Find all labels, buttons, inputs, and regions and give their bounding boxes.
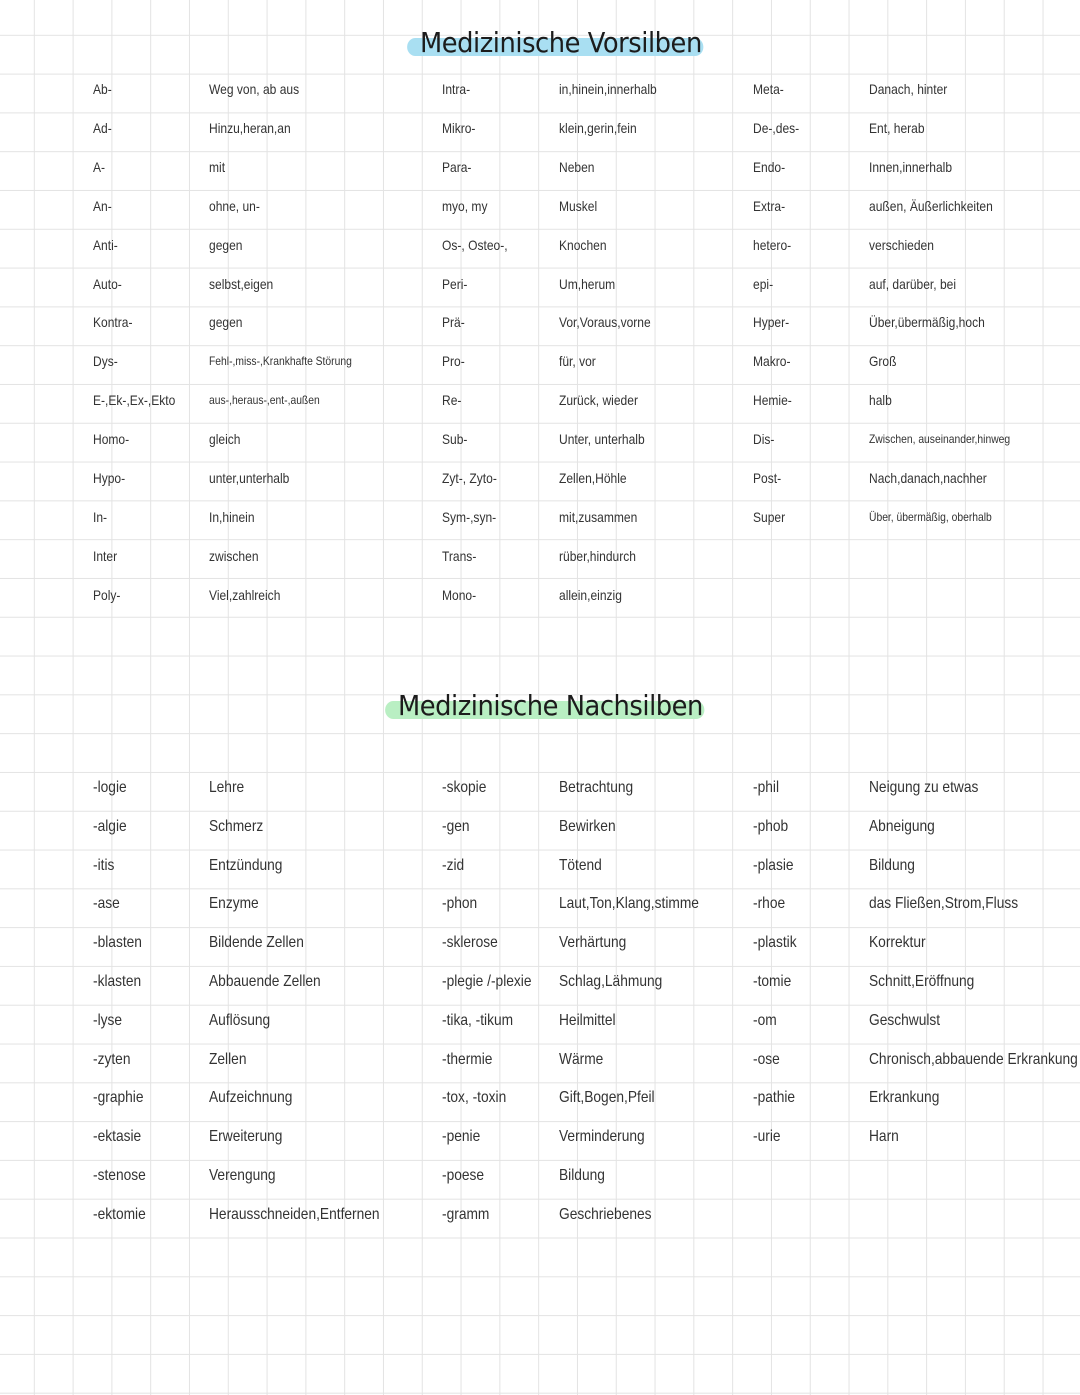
table-row (0, 1125, 1080, 1149)
term-cell: Auto- (93, 276, 122, 292)
term-cell: In- (93, 509, 108, 525)
term-cell: An- (93, 198, 112, 214)
term-cell: -gen (442, 818, 470, 835)
term-cell: -lyse (93, 1012, 123, 1029)
term-cell: Mono- (442, 587, 477, 603)
term-cell: -blasten (93, 934, 142, 951)
meaning-cell: Laut,Ton,Klang,stimme (559, 895, 699, 912)
term-cell: -skopie (442, 779, 487, 796)
term-cell: Sym-,syn- (442, 509, 497, 525)
table-row (0, 77, 1080, 101)
term-cell: -tomie (753, 973, 792, 990)
term-cell: myo, my (442, 198, 488, 214)
meaning-cell: Bildung (869, 857, 915, 874)
meaning-cell: Bildung (559, 1167, 605, 1184)
meaning-cell: Heilmittel (559, 1012, 616, 1029)
term-cell: -stenose (93, 1167, 146, 1184)
meaning-cell: für, vor (559, 353, 596, 369)
meaning-cell: Verminderung (559, 1128, 645, 1145)
term-cell: Ad- (93, 120, 112, 136)
meaning-cell: halb (869, 392, 892, 408)
meaning-cell: Entzündung (209, 857, 283, 874)
meaning-cell: Groß (869, 353, 897, 369)
meaning-cell: Chronisch,abbauende Erkrankung (869, 1051, 1078, 1068)
term-cell: Homo- (93, 431, 130, 447)
meaning-cell: Zwischen, auseinander,hinweg (869, 432, 1011, 446)
term-cell: -om (753, 1012, 777, 1029)
meaning-cell: Geschwulst (869, 1012, 941, 1029)
term-cell: -pathie (753, 1089, 796, 1106)
meaning-cell: aus-,heraus-,ent-,außen (209, 393, 320, 407)
table-row (0, 310, 1080, 334)
term-cell: -phil (753, 779, 780, 796)
meaning-cell: klein,gerin,fein (559, 120, 637, 136)
table-row (0, 466, 1080, 490)
term-cell: E-,Ek-,Ex-,Ekto (93, 392, 176, 408)
meaning-cell: Auflösung (209, 1012, 271, 1029)
table-row (0, 1009, 1080, 1033)
meaning-cell: das Fließen,Strom,Fluss (869, 895, 1019, 912)
meaning-cell: Korrektur (869, 934, 926, 951)
term-cell: Extra- (753, 198, 786, 214)
term-cell: -itis (93, 857, 115, 874)
meaning-cell: Ent, herab (869, 120, 925, 136)
meaning-cell: Erweiterung (209, 1128, 283, 1145)
table-row (0, 815, 1080, 839)
meaning-cell: Verengung (209, 1167, 276, 1184)
term-cell: Os-, Osteo-, (442, 237, 508, 253)
term-cell: Poly- (93, 587, 121, 603)
term-cell: Prä- (442, 314, 465, 330)
meaning-cell: Unter, unterhalb (559, 431, 645, 447)
meaning-cell: Verhärtung (559, 934, 627, 951)
term-cell: -logie (93, 779, 127, 796)
meaning-cell: Danach, hinter (869, 81, 948, 97)
meaning-cell: Über,übermäßig,hoch (869, 314, 985, 330)
term-cell: Post- (753, 470, 782, 486)
meaning-cell: auf, darüber, bei (869, 276, 957, 292)
term-cell: Endo- (753, 159, 786, 175)
term-cell: Dys- (93, 353, 118, 369)
term-cell: Kontra- (93, 314, 133, 330)
meaning-cell: Zellen,Höhle (559, 470, 627, 486)
meaning-cell: Muskel (559, 198, 598, 214)
meaning-cell: Knochen (559, 237, 607, 253)
term-cell: Super (753, 509, 786, 525)
meaning-cell: selbst,eigen (209, 276, 274, 292)
term-cell: -rhoe (753, 895, 786, 912)
table-row (0, 776, 1080, 800)
term-cell: Intra- (442, 81, 471, 97)
table-row (0, 155, 1080, 179)
meaning-cell: mit (209, 159, 226, 175)
term-cell: -sklerose (442, 934, 498, 951)
table-row (0, 1164, 1080, 1188)
meaning-cell: Bildende Zellen (209, 934, 304, 951)
meaning-cell: Wärme (559, 1051, 604, 1068)
table-row (0, 854, 1080, 878)
term-cell: -gramm (442, 1206, 490, 1223)
meaning-cell: Schmerz (209, 818, 264, 835)
table-row (0, 1048, 1080, 1072)
meaning-cell: Innen,innerhalb (869, 159, 953, 175)
term-cell: Anti- (93, 237, 118, 253)
term-cell: -plegie /-plexie (442, 973, 532, 990)
term-cell: Hypo- (93, 470, 126, 486)
meaning-cell: gegen (209, 237, 243, 253)
term-cell: Ab- (93, 81, 112, 97)
meaning-cell: Harn (869, 1128, 899, 1145)
meaning-cell: zwischen (209, 548, 259, 564)
term-cell: Inter (93, 548, 118, 564)
meaning-cell: Neben (559, 159, 595, 175)
term-cell: -tox, -toxin (442, 1089, 507, 1106)
term-cell: Peri- (442, 276, 468, 292)
meaning-cell: Schnitt,Eröffnung (869, 973, 975, 990)
table-row (0, 272, 1080, 296)
meaning-cell: Lehre (209, 779, 245, 796)
table-row (0, 931, 1080, 955)
table-row (0, 427, 1080, 451)
term-cell: -klasten (93, 973, 142, 990)
term-cell: -ektasie (93, 1128, 142, 1145)
meaning-cell: gleich (209, 431, 241, 447)
term-cell: Dis- (753, 431, 775, 447)
term-cell: Re- (442, 392, 462, 408)
meaning-cell: Schlag,Lähmung (559, 973, 663, 990)
meaning-cell: Tötend (559, 857, 602, 874)
table-row (0, 349, 1080, 373)
term-cell: -plasie (753, 857, 794, 874)
term-cell: Mikro- (442, 120, 476, 136)
meaning-cell: Viel,zahlreich (209, 587, 281, 603)
term-cell: Zyt-, Zyto- (442, 470, 497, 486)
meaning-cell: Zurück, wieder (559, 392, 638, 408)
term-cell: -thermie (442, 1051, 493, 1068)
meaning-cell: Um,herum (559, 276, 616, 292)
term-cell: hetero- (753, 237, 792, 253)
term-cell: -phon (442, 895, 478, 912)
term-cell: De-,des- (753, 120, 800, 136)
table-row (0, 116, 1080, 140)
meaning-cell: Bewirken (559, 818, 616, 835)
meaning-cell: Zellen (209, 1051, 247, 1068)
term-cell: Hemie- (753, 392, 792, 408)
meaning-cell: Gift,Bogen,Pfeil (559, 1089, 655, 1106)
table-row (0, 544, 1080, 568)
table-row (0, 892, 1080, 916)
meaning-cell: Aufzeichnung (209, 1089, 293, 1106)
meaning-cell: Enzyme (209, 895, 259, 912)
meaning-cell: außen, Äußerlichkeiten (869, 198, 993, 214)
term-cell: Sub- (442, 431, 468, 447)
term-cell: -zid (442, 857, 465, 874)
table-row (0, 194, 1080, 218)
meaning-cell: Betrachtung (559, 779, 634, 796)
meaning-cell: Geschriebenes (559, 1206, 652, 1223)
meaning-cell: verschieden (869, 237, 934, 253)
table-row (0, 1086, 1080, 1110)
suffixes-title: Medizinische Nachsilben (398, 689, 703, 722)
term-cell: -plastik (753, 934, 797, 951)
table-row (0, 233, 1080, 257)
meaning-cell: Abbauende Zellen (209, 973, 321, 990)
term-cell: -zyten (93, 1051, 131, 1068)
term-cell: -penie (442, 1128, 481, 1145)
table-row (0, 583, 1080, 607)
meaning-cell: Abneigung (869, 818, 935, 835)
term-cell: Pro- (442, 353, 465, 369)
meaning-cell: In,hinein (209, 509, 255, 525)
table-row (0, 970, 1080, 994)
meaning-cell: Neigung zu etwas (869, 779, 979, 796)
term-cell: Trans- (442, 548, 477, 564)
meaning-cell: Hinzu,heran,an (209, 120, 291, 136)
meaning-cell: in,hinein,innerhalb (559, 81, 657, 97)
term-cell: Hyper- (753, 314, 790, 330)
meaning-cell: allein,einzig (559, 587, 622, 603)
meaning-cell: Nach,danach,nachher (869, 470, 987, 486)
meaning-cell: Fehl-,miss-,Krankhafte Störung (209, 354, 352, 368)
term-cell: -tika, -tikum (442, 1012, 514, 1029)
table-row (0, 505, 1080, 529)
term-cell: -phob (753, 818, 789, 835)
meaning-cell: Erkrankung (869, 1089, 940, 1106)
meaning-cell: Vor,Voraus,vorne (559, 314, 651, 330)
meaning-cell: gegen (209, 314, 243, 330)
term-cell: -ektomie (93, 1206, 146, 1223)
term-cell: A- (93, 159, 106, 175)
meaning-cell: Herausschneiden,Entfernen (209, 1206, 380, 1223)
term-cell: -graphie (93, 1089, 144, 1106)
table-row (0, 1203, 1080, 1227)
table-row (0, 388, 1080, 412)
term-cell: -ase (93, 895, 120, 912)
meaning-cell: rüber,hindurch (559, 548, 636, 564)
term-cell: Meta- (753, 81, 784, 97)
term-cell: -poese (442, 1167, 485, 1184)
meaning-cell: Über, übermäßig, oberhalb (869, 510, 992, 524)
term-cell: -ose (753, 1051, 780, 1068)
meaning-cell: mit,zusammen (559, 509, 638, 525)
term-cell: -algie (93, 818, 127, 835)
term-cell: -urie (753, 1128, 781, 1145)
meaning-cell: unter,unterhalb (209, 470, 290, 486)
meaning-cell: ohne, un- (209, 198, 260, 214)
term-cell: Makro- (753, 353, 791, 369)
meaning-cell: Weg von, ab aus (209, 81, 300, 97)
term-cell: epi- (753, 276, 774, 292)
term-cell: Para- (442, 159, 472, 175)
prefixes-title: Medizinische Vorsilben (420, 26, 702, 59)
